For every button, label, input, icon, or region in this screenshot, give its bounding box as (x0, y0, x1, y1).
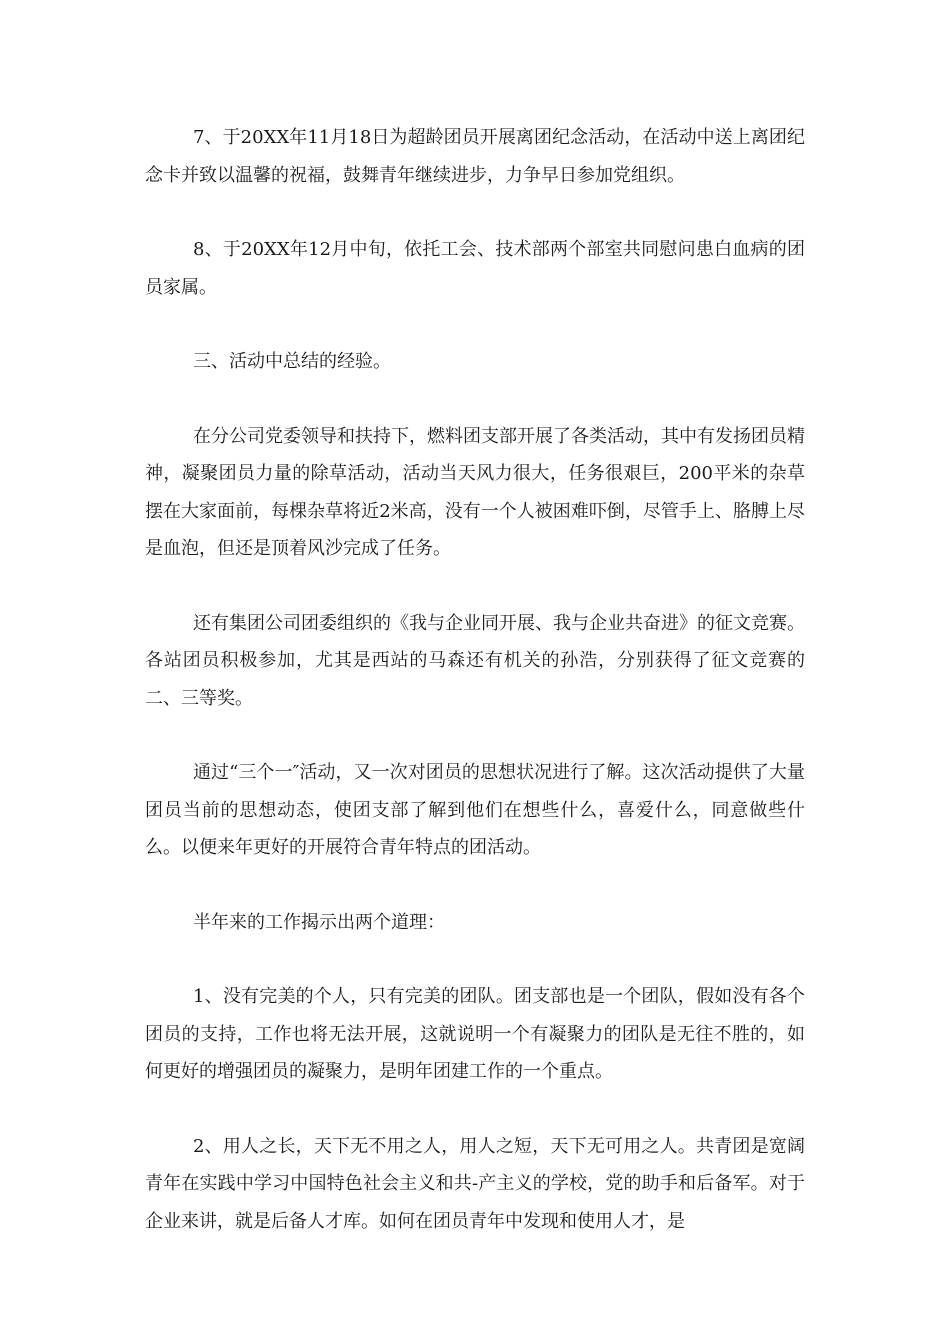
section-heading-experience: 三、活动中总结的经验。 (193, 351, 391, 372)
paragraph-item-7: 7、于20XX年11月18日为超龄团员开展离团纪念活动，在活动中送上离团纪念卡并致以温馨的祝福，鼓舞青年继续进步，力争早日参加党组织。 (145, 127, 805, 186)
paragraph-two-principles: 半年来的工作揭示出两个道理： (193, 911, 445, 933)
paragraph-weeding-activity: 在分公司党委领导和扶持下，燃料团支部开展了各类活动，其中有发扬团员精神，凝聚团员力量的除草活动，活动当天风力很大，任务很艰巨，200平米的杂草摆在大家面前，每棵杂草将近2米高，没有一个人被困难吓倒，尽管手上、胳膊上尽是血泡，但还是顶着风沙完成了任务。 (145, 425, 805, 559)
paragraph-principle-1: 1、没有完美的个人，只有完美的团队。团支部也是一个团队，假如没有各个团员的支持，工作也将无法开展，这就说明一个有凝聚力的团队是无往不胜的，如何更好的增强团员的凝聚力，是明年团建工作的一个重点。 (145, 986, 805, 1082)
paragraph-principle-2: 2、用人之长，天下无不用之人，用人之短，天下无可用之人。共青团是宽阔青年在实践中学习中国特色社会主义和共-产主义的学校，党的助手和后备军。对于企业来讲，就是后备人才库。如何在团员青年中发现和使用人才，是 (145, 1135, 805, 1232)
paragraph-essay-contest: 还有集团公司团委组织的《我与企业同开展、我与企业共奋进》的征文竞赛。各站团员积极参加，尤其是西站的马森还有机关的孙浩，分别获得了征文竞赛的二、三等奖。 (145, 612, 805, 709)
paragraph-item-8: 8、于20XX年12月中旬，依托工会、技术部两个部室共同慰问患白血病的团员家属。 (145, 239, 805, 298)
paragraph-three-ones: 通过“三个一″活动，又一次对团员的思想状况进行了解。这次活动提供了大量团员当前的思想动态，使团支部了解到他们在想些什么，喜爱什么，同意做些什么。以便来年更好的开展符合青年特点的团活动。 (145, 762, 805, 858)
document-body (145, 119, 805, 1277)
